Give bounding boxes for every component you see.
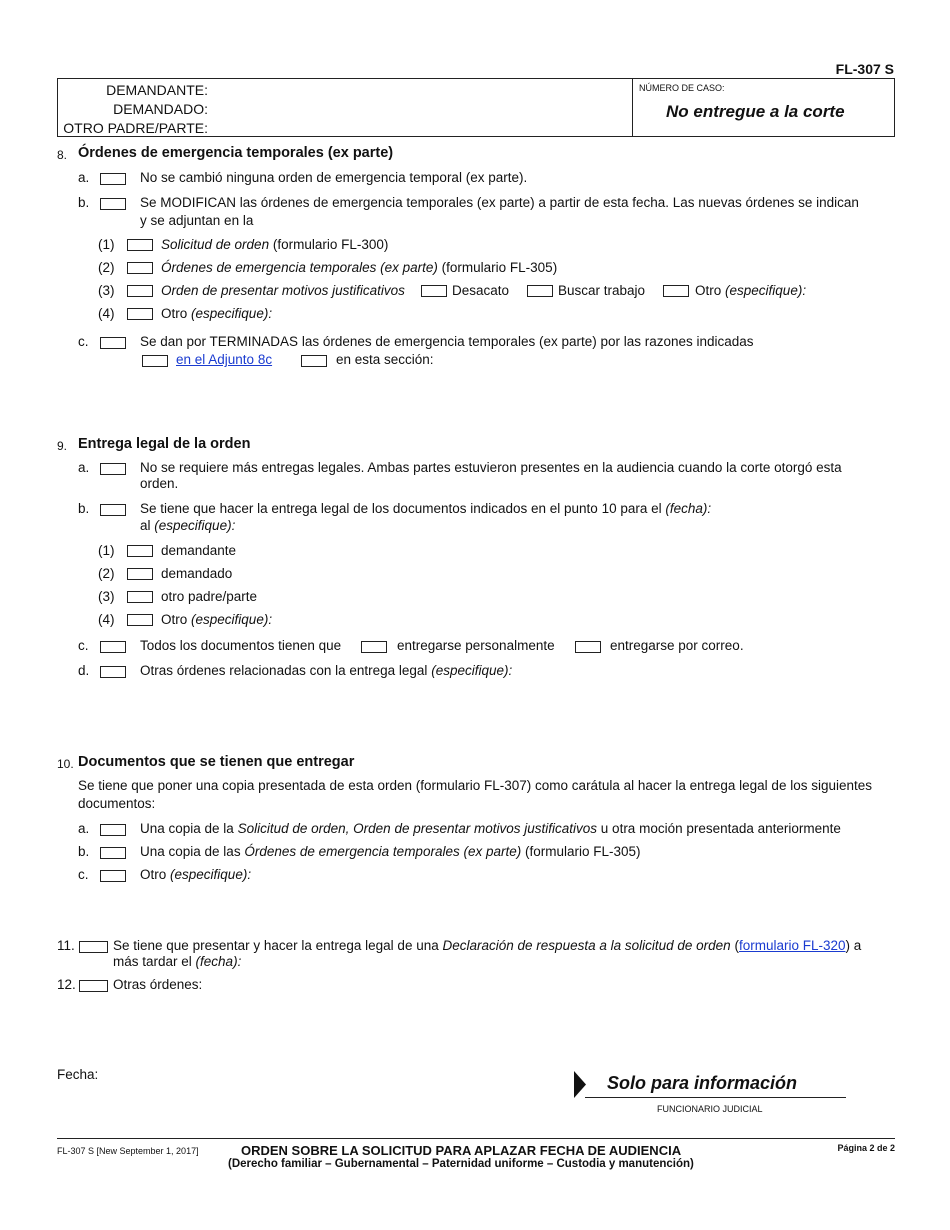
subitem-number: (2) (98, 566, 115, 581)
option-label: Desacato (452, 283, 510, 298)
checkbox-8b3[interactable] (127, 285, 153, 297)
item-text: Una copia de la Solicitud de orden, Orden de presentar motivos justificativos u otra moción presentada anteriormente (140, 821, 841, 836)
checkbox-9b1[interactable] (127, 545, 153, 557)
footer-rule (57, 1138, 895, 1139)
form-fl320-link[interactable]: formulario FL-320 (738, 938, 846, 953)
section11-number: 11. (57, 938, 75, 953)
checkbox-9a[interactable] (100, 463, 126, 475)
form-id: FL-307 S (835, 61, 894, 77)
section10-title: Documentos que se tienen que entregar (78, 754, 355, 770)
checkbox-9b3[interactable] (127, 591, 153, 603)
checkbox-9d[interactable] (100, 666, 126, 678)
option-label: entregarse personalmente (397, 638, 555, 653)
item-letter: a. (78, 821, 90, 836)
item-letter: c. (78, 638, 89, 653)
section11-text: más tardar el (fecha): (113, 954, 242, 969)
item-letter: b. (78, 501, 90, 516)
item-letter: a. (78, 170, 90, 185)
checkbox-10a[interactable] (100, 824, 126, 836)
section11-text: Se tiene que presentar y hacer la entrega legal de una Declaración de respuesta a la solicitud de orden (formulario FL-320) a (113, 938, 862, 953)
subitem-text: Otro (especifique): (161, 306, 273, 321)
section10-number: 10. (57, 757, 74, 771)
checkbox-9b[interactable] (100, 504, 126, 516)
item-text: No se cambió ninguna orden de emergencia temporal (ex parte). (140, 170, 528, 185)
checkbox-other[interactable] (663, 285, 689, 297)
subitem-text: Solicitud de orden (formulario FL-300) (161, 237, 389, 252)
subitem-number: (4) (98, 612, 115, 627)
checkbox-10c[interactable] (100, 870, 126, 882)
checkbox-8c[interactable] (100, 337, 126, 349)
section10-intro: documentos: (78, 796, 156, 811)
item-letter: a. (78, 460, 90, 475)
subitem-text: Órdenes de emergencia temporales (ex parte) (formulario FL-305) (161, 260, 558, 275)
checkbox-8c-this-section[interactable] (301, 355, 327, 367)
subitem-text: demandado (161, 566, 233, 581)
signature-line (585, 1097, 846, 1098)
section10-intro: Se tiene que poner una copia presentada de esta orden (formulario FL-307) como carátula al hacer la entrega legal de los siguientes (78, 778, 872, 793)
judicial-officer-label: FUNCIONARIO JUDICIAL (657, 1104, 763, 1114)
subitem-text: demandante (161, 543, 237, 558)
section12-number: 12. (57, 977, 76, 992)
checkbox-11[interactable] (79, 941, 108, 953)
footer-title: ORDEN SOBRE LA SOLICITUD PARA APLAZAR FECHA DE AUDIENCIA (241, 1143, 682, 1158)
item-text: Todos los documentos tienen que (140, 638, 342, 653)
checkbox-8c-attachment[interactable] (142, 355, 168, 367)
checkbox-mail-service[interactable] (575, 641, 601, 653)
item-text: Se MODIFICAN las órdenes de emergencia temporales (ex parte) a partir de esta fecha. Las nuevas órdenes se indican (140, 195, 859, 210)
checkbox-8b4[interactable] (127, 308, 153, 320)
checkbox-8b2[interactable] (127, 262, 153, 274)
item-letter: b. (78, 195, 90, 210)
item-letter: b. (78, 844, 90, 859)
checkbox-8a[interactable] (100, 173, 126, 185)
checkbox-contempt[interactable] (421, 285, 447, 297)
subitem-number: (4) (98, 306, 115, 321)
option-label: Buscar trabajo (558, 283, 646, 298)
section8-number: 8. (57, 148, 68, 162)
date-label: Fecha: (57, 1067, 99, 1082)
item-text: orden. (140, 476, 179, 491)
item-text: Otras órdenes relacionadas con la entrega legal (especifique): (140, 663, 513, 678)
checkbox-personal-service[interactable] (361, 641, 387, 653)
page-number: Página 2 de 2 (837, 1143, 895, 1153)
section9-title: Entrega legal de la orden (78, 436, 251, 452)
case-number-notice: No entregue a la corte (666, 102, 845, 121)
section9-number: 9. (57, 439, 68, 453)
subitem-number: (2) (98, 260, 115, 275)
subitem-number: (1) (98, 543, 115, 558)
section12-text: Otras órdenes: (113, 977, 203, 992)
subitem-number: (3) (98, 589, 115, 604)
item-text: al (especifique): (140, 518, 236, 533)
checkbox-9b4[interactable] (127, 614, 153, 626)
item-text: en esta sección: (336, 352, 434, 367)
checkbox-12[interactable] (79, 980, 108, 992)
checkbox-10b[interactable] (100, 847, 126, 859)
subitem-text: Otro (especifique): (161, 612, 273, 627)
checkbox-9b2[interactable] (127, 568, 153, 580)
subitem-number: (1) (98, 237, 115, 252)
item-letter: d. (78, 663, 90, 678)
checkbox-8b1[interactable] (127, 239, 153, 251)
checkbox-seek-work[interactable] (527, 285, 553, 297)
option-label: entregarse por correo. (610, 638, 744, 653)
attachment-8c-link[interactable]: en el Adjunto 8c (176, 352, 273, 367)
item-text: Se dan por TERMINADAS las órdenes de emergencia temporales (ex parte) por las razones indicadas (140, 334, 754, 349)
item-text: y se adjuntan en la (140, 213, 254, 228)
subitem-text: Orden de presentar motivos justificativos (161, 283, 405, 298)
form-revision: FL-307 S [New September 1, 2017] (57, 1146, 199, 1156)
petitioner-label: DEMANDANTE: (106, 82, 208, 98)
caption-box (57, 78, 895, 137)
subitem-text: otro padre/parte (161, 589, 258, 604)
other-party-label: OTRO PADRE/PARTE: (63, 120, 208, 136)
arrow-marker-icon (574, 1071, 586, 1098)
respondent-label: DEMANDADO: (113, 101, 208, 117)
info-only-stamp: Solo para información (607, 1073, 798, 1093)
item-letter: c. (78, 334, 89, 349)
checkbox-8b[interactable] (100, 198, 126, 210)
item-letter: c. (78, 867, 89, 882)
case-number-label: NÚMERO DE CASO: (639, 83, 725, 93)
item-text: Se tiene que hacer la entrega legal de los documentos indicados en el punto 10 para el (fecha): (140, 501, 712, 516)
item-text: No se requiere más entregas legales. Ambas partes estuvieron presentes en la audiencia cuando la corte otorgó esta (140, 460, 842, 475)
checkbox-9c[interactable] (100, 641, 126, 653)
section8-title: Órdenes de emergencia temporales (ex parte) (78, 145, 394, 161)
option-label: Otro (especifique): (695, 283, 807, 298)
item-text: Otro (especifique): (140, 867, 252, 882)
item-text: Una copia de las Órdenes de emergencia temporales (ex parte) (formulario FL-305) (140, 844, 641, 859)
subitem-number: (3) (98, 283, 115, 298)
footer-subtitle: (Derecho familiar – Gubernamental – Paternidad uniforme – Custodia y manutención) (228, 1158, 694, 1170)
